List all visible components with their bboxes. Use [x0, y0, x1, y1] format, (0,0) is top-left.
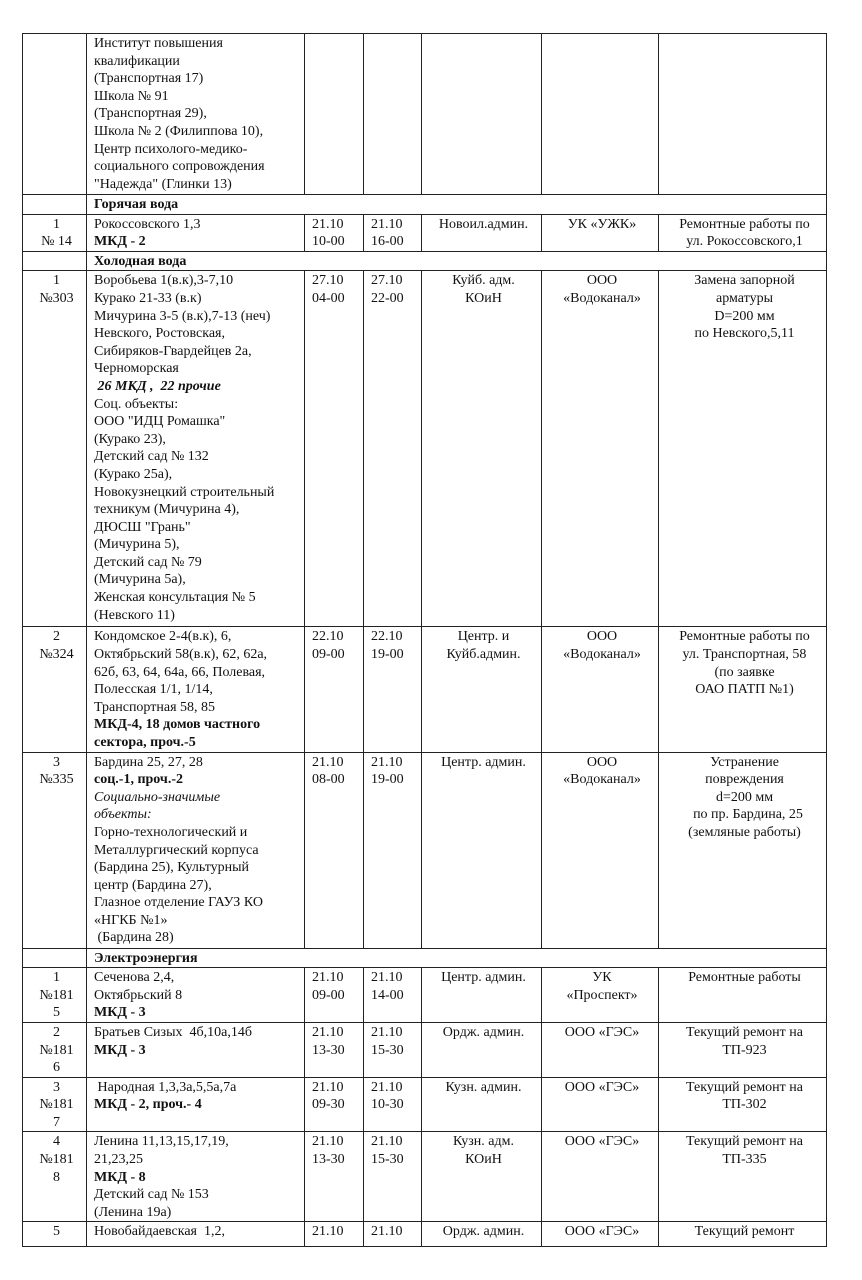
administration-cell: Центр. админ.	[422, 752, 542, 948]
row-number-cell: 5	[23, 1222, 87, 1247]
row-number-cell: 4 №181 8	[23, 1132, 87, 1222]
organization-cell	[542, 34, 659, 195]
address-line: "Надежда" (Глинки 13)	[94, 176, 232, 192]
end-time-cell: 27.10 22-00	[364, 271, 422, 627]
address-cell: Бардина 25, 27, 28 соц.-1, проч.-2 Социально-значимые объекты: Горно-технологический и Металлургический корпуса (Бардина 25), Культурный центр (Бардина 27), Глазное отделение ГАУЗ КО «НГКБ №1» (Бардина 28)	[87, 752, 305, 948]
section-title-hot-water: Горячая вода	[87, 195, 827, 215]
address-line: Школа № 2 (Филиппова 10),	[94, 123, 264, 139]
end-time-cell: 21.10 14-00	[364, 968, 422, 1023]
administration-cell: Новоил.админ.	[422, 214, 542, 251]
organization-cell: УК «Проспект»	[542, 968, 659, 1023]
address-cell: Воробьева 1(в.к),3-7,10 Курако 21-33 (в.к) Мичурина 3-5 (в.к),7-13 (неч) Невского, Ростовская, Сибиряков-Гвардейцев 2а, Черноморская 26 МКД , 22 прочие Соц. объекты: ООО "ИДЦ Ромашка" (Курако 23), Детский сад № 132 (Курако 25а), Новокузнецкий строительный техникум (Мичурина 4), ДЮСШ "Грань" (Мичурина 5), Детский сад № 79 (Мичурина 5а), Женская консультация № 5 (Невского 11)	[87, 271, 305, 627]
summary-bold: МКД - 2	[94, 234, 146, 250]
start-time-cell: 21.10 10-00	[305, 214, 364, 251]
summary-bold: МКД - 3	[94, 1042, 146, 1058]
administration-cell: Ордж. админ.	[422, 1022, 542, 1077]
address-line: квалификации	[94, 53, 180, 69]
end-time-cell	[364, 34, 422, 195]
summary-bold: МКД - 8	[94, 1169, 146, 1185]
start-time-cell: 21.10 13-30	[305, 1132, 364, 1222]
reason-cell: Текущий ремонт на ТП-335	[659, 1132, 827, 1222]
section-row	[23, 195, 827, 215]
administration-cell: Куйб. адм. КОиН	[422, 271, 542, 627]
address-line: (Транспортная 29),	[94, 106, 207, 122]
outage-schedule-table	[22, 33, 827, 1247]
reason-cell: Ремонтные работы по ул. Рокоссовского,1	[659, 214, 827, 251]
row-number-cell: 1 № 14	[23, 214, 87, 251]
reason-cell: Текущий ремонт на ТП-923	[659, 1022, 827, 1077]
row-number-cell: 3 №181 7	[23, 1077, 87, 1132]
organization-cell: ООО «ГЭС»	[542, 1222, 659, 1247]
table-row	[23, 271, 827, 627]
start-time-cell: 21.10 09-30	[305, 1077, 364, 1132]
address-cell: Рокоссовского 1,3 МКД - 2	[87, 214, 305, 251]
address-line: Школа № 91	[94, 88, 169, 104]
address-line: Центр психолого-медико-	[94, 141, 248, 157]
reason-cell: Замена запорной арматуры D=200 мм по Невского,5,11	[659, 271, 827, 627]
section-row	[23, 251, 827, 271]
summary-bold: сектора, проч.-5	[94, 734, 196, 750]
start-time-cell: 21.10 13-30	[305, 1022, 364, 1077]
end-time-cell: 21.10 15-30	[364, 1022, 422, 1077]
address-line: Институт повышения	[94, 36, 223, 51]
summary-bold: соц.-1, проч.-2	[94, 772, 183, 788]
administration-cell: Кузн. адм. КОиН	[422, 1132, 542, 1222]
address-cell: Сеченова 2,4, Октябрьский 8 МКД - 3	[87, 968, 305, 1023]
organization-cell: ООО «ГЭС»	[542, 1077, 659, 1132]
organization-cell: ООО «ГЭС»	[542, 1132, 659, 1222]
organization-cell: ООО «Водоканал»	[542, 752, 659, 948]
address-line: (Транспортная 17)	[94, 71, 204, 87]
address-cell: Новобайдаевская 1,2,	[87, 1222, 305, 1247]
table-row	[23, 968, 827, 1023]
end-time-cell: 21.10	[364, 1222, 422, 1247]
reason-cell	[659, 34, 827, 195]
row-number-cell	[23, 34, 87, 195]
reason-cell: Ремонтные работы	[659, 968, 827, 1023]
end-time-cell: 22.10 19-00	[364, 627, 422, 752]
address-cell	[87, 34, 305, 195]
administration-cell: Центр. и Куйб.админ.	[422, 627, 542, 752]
start-time-cell: 21.10 09-00	[305, 968, 364, 1023]
section-row	[23, 948, 827, 968]
end-time-cell: 21.10 19-00	[364, 752, 422, 948]
start-time-cell: 22.10 09-00	[305, 627, 364, 752]
end-time-cell: 21.10 15-30	[364, 1132, 422, 1222]
reason-cell: Ремонтные работы по ул. Транспортная, 58 (по заявке ОАО ПАТП №1)	[659, 627, 827, 752]
section-title-electricity: Электроэнергия	[87, 948, 827, 968]
section-title-cold-water: Холодная вода	[87, 251, 827, 271]
address-cell: Братьев Сизых 4б,10а,14б МКД - 3	[87, 1022, 305, 1077]
address-cell: Кондомское 2-4(в.к), 6, Октябрьский 58(в.к), 62, 62а, 62б, 63, 64, 64а, 66, Полевая, Полесская 1/1, 1/14, Транспортная 58, 85 МКД-4, 18 домов частного сектора, проч.-5	[87, 627, 305, 752]
table-row	[23, 1222, 827, 1247]
organization-cell: УК «УЖК»	[542, 214, 659, 251]
start-time-cell: 21.10 08-00	[305, 752, 364, 948]
row-number-cell: 2 №324	[23, 627, 87, 752]
start-time-cell	[305, 34, 364, 195]
table-row	[23, 1077, 827, 1132]
table-row	[23, 752, 827, 948]
row-number-cell: 3 №335	[23, 752, 87, 948]
administration-cell: Ордж. админ.	[422, 1222, 542, 1247]
summary-bold: МКД-4, 18 домов частного	[94, 717, 261, 733]
row-number-cell: 2 №181 6	[23, 1022, 87, 1077]
start-time-cell: 27.10 04-00	[305, 271, 364, 627]
italic-heading: объекты:	[94, 807, 152, 823]
table-row	[23, 1132, 827, 1222]
address-line: социального сопровождения	[94, 159, 265, 175]
address-cell: Народная 1,3,3а,5,5а,7а МКД - 2, проч.- 4	[87, 1077, 305, 1132]
table-row	[23, 34, 827, 195]
row-number-cell: 1 №181 5	[23, 968, 87, 1023]
table-row	[23, 214, 827, 251]
reason-cell: Текущий ремонт	[659, 1222, 827, 1247]
table-row	[23, 627, 827, 752]
administration-cell: Кузн. админ.	[422, 1077, 542, 1132]
reason-cell: Текущий ремонт на ТП-302	[659, 1077, 827, 1132]
end-time-cell: 21.10 10-30	[364, 1077, 422, 1132]
organization-cell: ООО «Водоканал»	[542, 271, 659, 627]
reason-cell: Устранение повреждения d=200 мм по пр. Бардина, 25 (земляные работы)	[659, 752, 827, 948]
administration-cell: Центр. админ.	[422, 968, 542, 1023]
start-time-cell: 21.10	[305, 1222, 364, 1247]
end-time-cell: 21.10 16-00	[364, 214, 422, 251]
summary-bold: МКД - 2, проч.- 4	[94, 1097, 202, 1113]
administration-cell	[422, 34, 542, 195]
organization-cell: ООО «Водоканал»	[542, 627, 659, 752]
table-row	[23, 1022, 827, 1077]
summary-bold-italic: 26 МКД , 22 прочие	[94, 378, 221, 394]
organization-cell: ООО «ГЭС»	[542, 1022, 659, 1077]
italic-heading: Социально-значимые	[94, 789, 221, 805]
summary-bold: МКД - 3	[94, 1005, 146, 1021]
address-cell: Ленина 11,13,15,17,19, 21,23,25 МКД - 8 Детский сад № 153 (Ленина 19а)	[87, 1132, 305, 1222]
row-number-cell: 1 №303	[23, 271, 87, 627]
